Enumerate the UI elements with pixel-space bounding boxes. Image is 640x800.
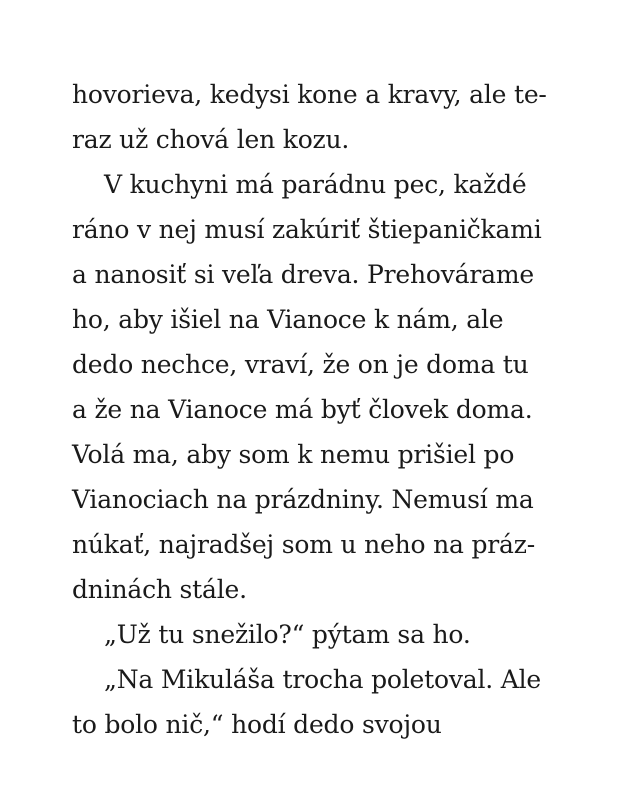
text-line: hovorieva, kedysi kone a kravy, ale te- <box>72 80 547 109</box>
text-line: Volá ma, aby som k nemu prišiel po <box>72 440 515 469</box>
text-line: raz už chová len kozu. <box>72 125 350 154</box>
text-line: dedo nechce, vraví, že on je doma tu <box>72 350 529 379</box>
text-line: núkať, najradšej som u neho na práz- <box>72 530 535 559</box>
text-line: Vianociach na prázdniny. Nemusí ma <box>72 485 534 514</box>
text-line: dninách stále. <box>72 575 247 604</box>
text-line: a nanosiť si veľa dreva. Prehovárame <box>72 260 534 289</box>
text-line: a že na Vianoce má byť človek doma. <box>72 395 533 424</box>
dialogue-line: „Na Mikuláša trocha poletoval. Ale <box>104 665 542 694</box>
text-line: ráno v nej musí zakúriť štiepaničkami <box>72 215 542 244</box>
dialogue-line: „Už tu snežilo?“ pýtam sa ho. <box>104 620 471 649</box>
paragraph-start-line: V kuchyni má parádnu pec, každé <box>104 170 527 199</box>
text-line: to bolo nič,“ hodí dedo svojou <box>72 710 442 739</box>
text-line: ho, aby išiel na Vianoce k nám, ale <box>72 305 504 334</box>
body-text <box>72 72 572 747</box>
